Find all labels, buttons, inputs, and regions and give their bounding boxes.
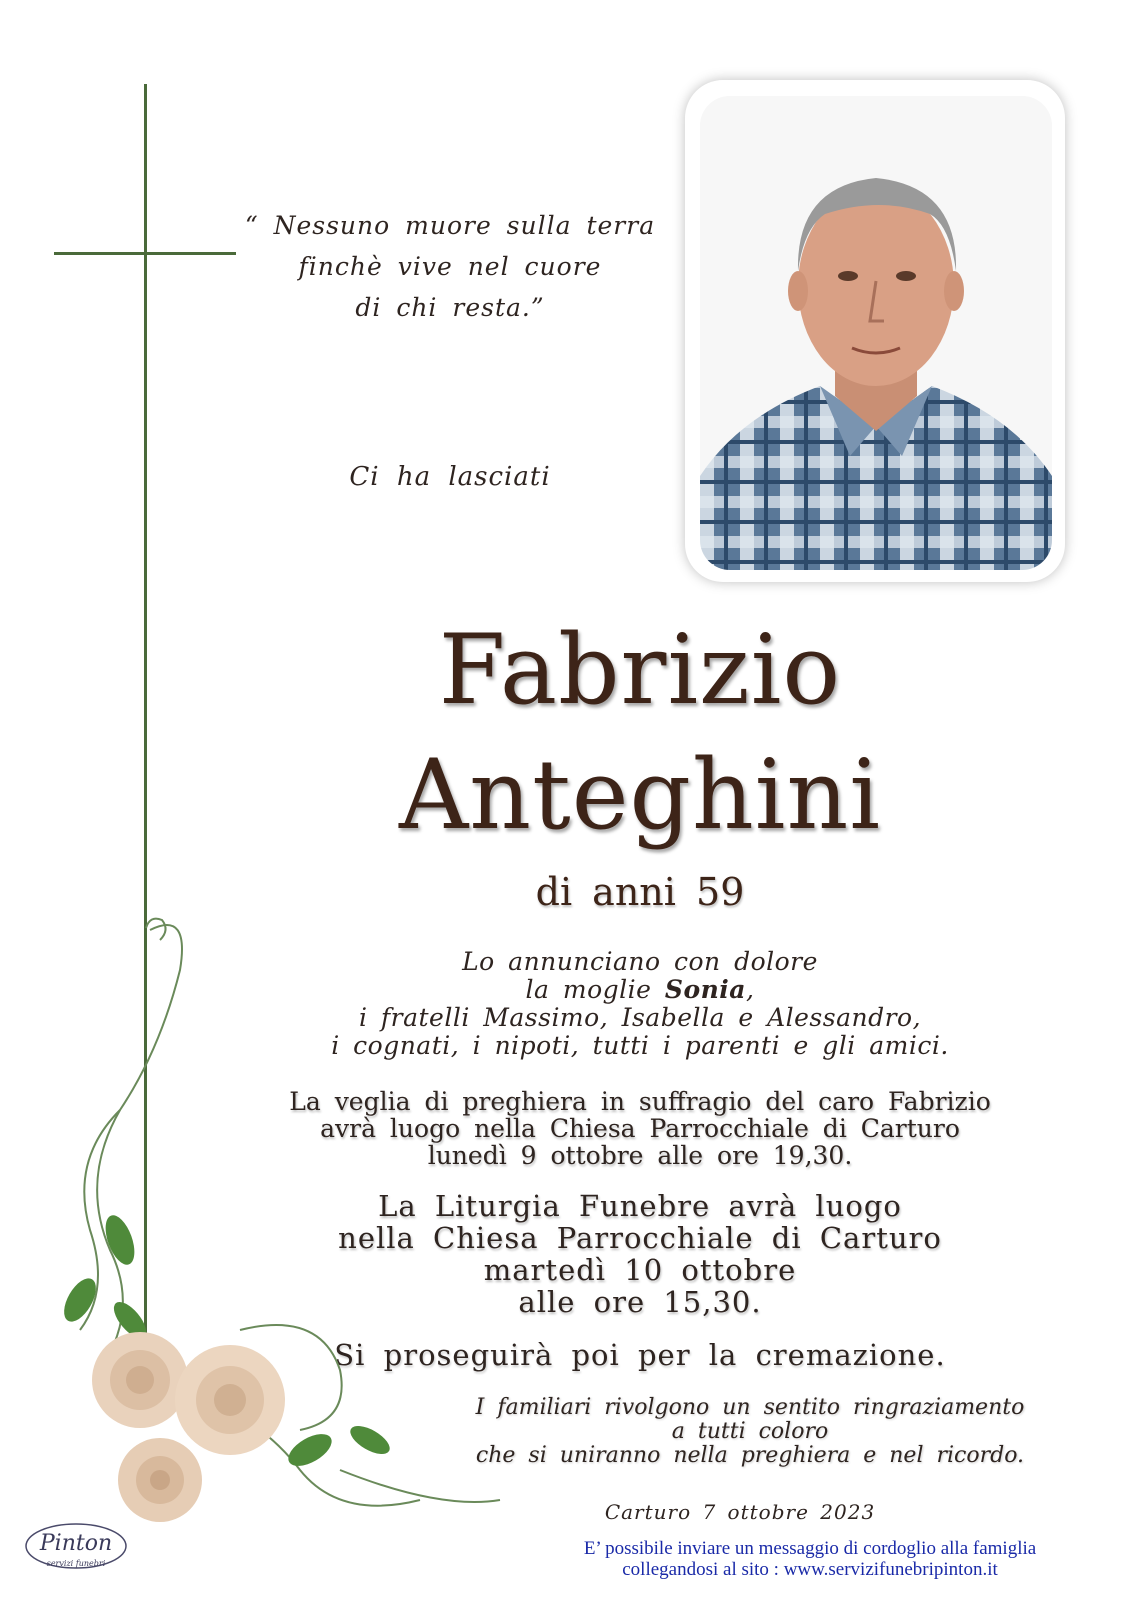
announcement-line: i fratelli Massimo, Isabella e Alessandro, — [358, 1003, 922, 1032]
vigil-line: La veglia di preghiera in suffragio del caro Fabrizio — [289, 1087, 991, 1116]
wife-prefix: la moglie — [525, 975, 665, 1004]
condolence-website-link[interactable]: collegandosi al sito : www.servizifunebripinton.it — [622, 1559, 998, 1580]
funeral-line: martedì 10 ottobre — [483, 1253, 797, 1287]
funeral-line: alle ore 15,30. — [518, 1285, 762, 1319]
pinton-logo — [20, 1520, 132, 1575]
condolence-note — [520, 1538, 1100, 1580]
condolence-line: E’ possibile inviare un messaggio di cordoglio alla famiglia — [583, 1538, 1037, 1559]
epitaph-quote — [240, 205, 660, 328]
cross-horizontal-bar — [54, 252, 236, 255]
deceased-first-name: Fabrizio — [438, 614, 842, 726]
wife-suffix: , — [746, 975, 755, 1004]
thanks-line: I familiari rivolgono un sentito ringraziamento — [475, 1395, 1025, 1420]
announcement-line: i cognati, i nipoti, tutti i parenti e gli amici. — [331, 1031, 949, 1060]
quote-line: finchè vive nel cuore — [298, 252, 602, 281]
deceased-last-name: Anteghini — [398, 739, 882, 851]
svg-text:servizi funebri: servizi funebri — [46, 1559, 106, 1568]
announcement-line: Lo annunciano con dolore — [462, 947, 818, 976]
vigil-line: avrà luogo nella Chiesa Parrocchiale di Carturo — [320, 1114, 960, 1143]
quote-line: “ Nessuno muore sulla terra — [244, 211, 656, 240]
funeral-line: La Liturgia Funebre avrà luogo — [378, 1189, 902, 1223]
vigil-line: lunedì 9 ottobre alle ore 19,30. — [427, 1141, 853, 1170]
cremation-text: Si proseguirà poi per la cremazione. — [334, 1338, 946, 1372]
funeral-line: nella Chiesa Parrocchiale di Carturo — [338, 1221, 942, 1255]
svg-text:Pinton: Pinton — [39, 1531, 113, 1556]
rose-flower-decoration — [40, 910, 540, 1600]
age-text: di anni 59 — [535, 870, 745, 914]
wife-name: Sonia — [664, 975, 746, 1004]
thanks-line: che si uniranno nella preghiera e nel ricordo. — [475, 1443, 1025, 1468]
quote-line: di chi resta.” — [355, 293, 545, 322]
thanks-line: a tutti coloro — [671, 1419, 829, 1444]
place-date: Carturo 7 ottobre 2023 — [604, 1500, 876, 1524]
portrait-photo — [700, 96, 1052, 570]
intro-text: Ci ha lasciati — [349, 462, 551, 492]
